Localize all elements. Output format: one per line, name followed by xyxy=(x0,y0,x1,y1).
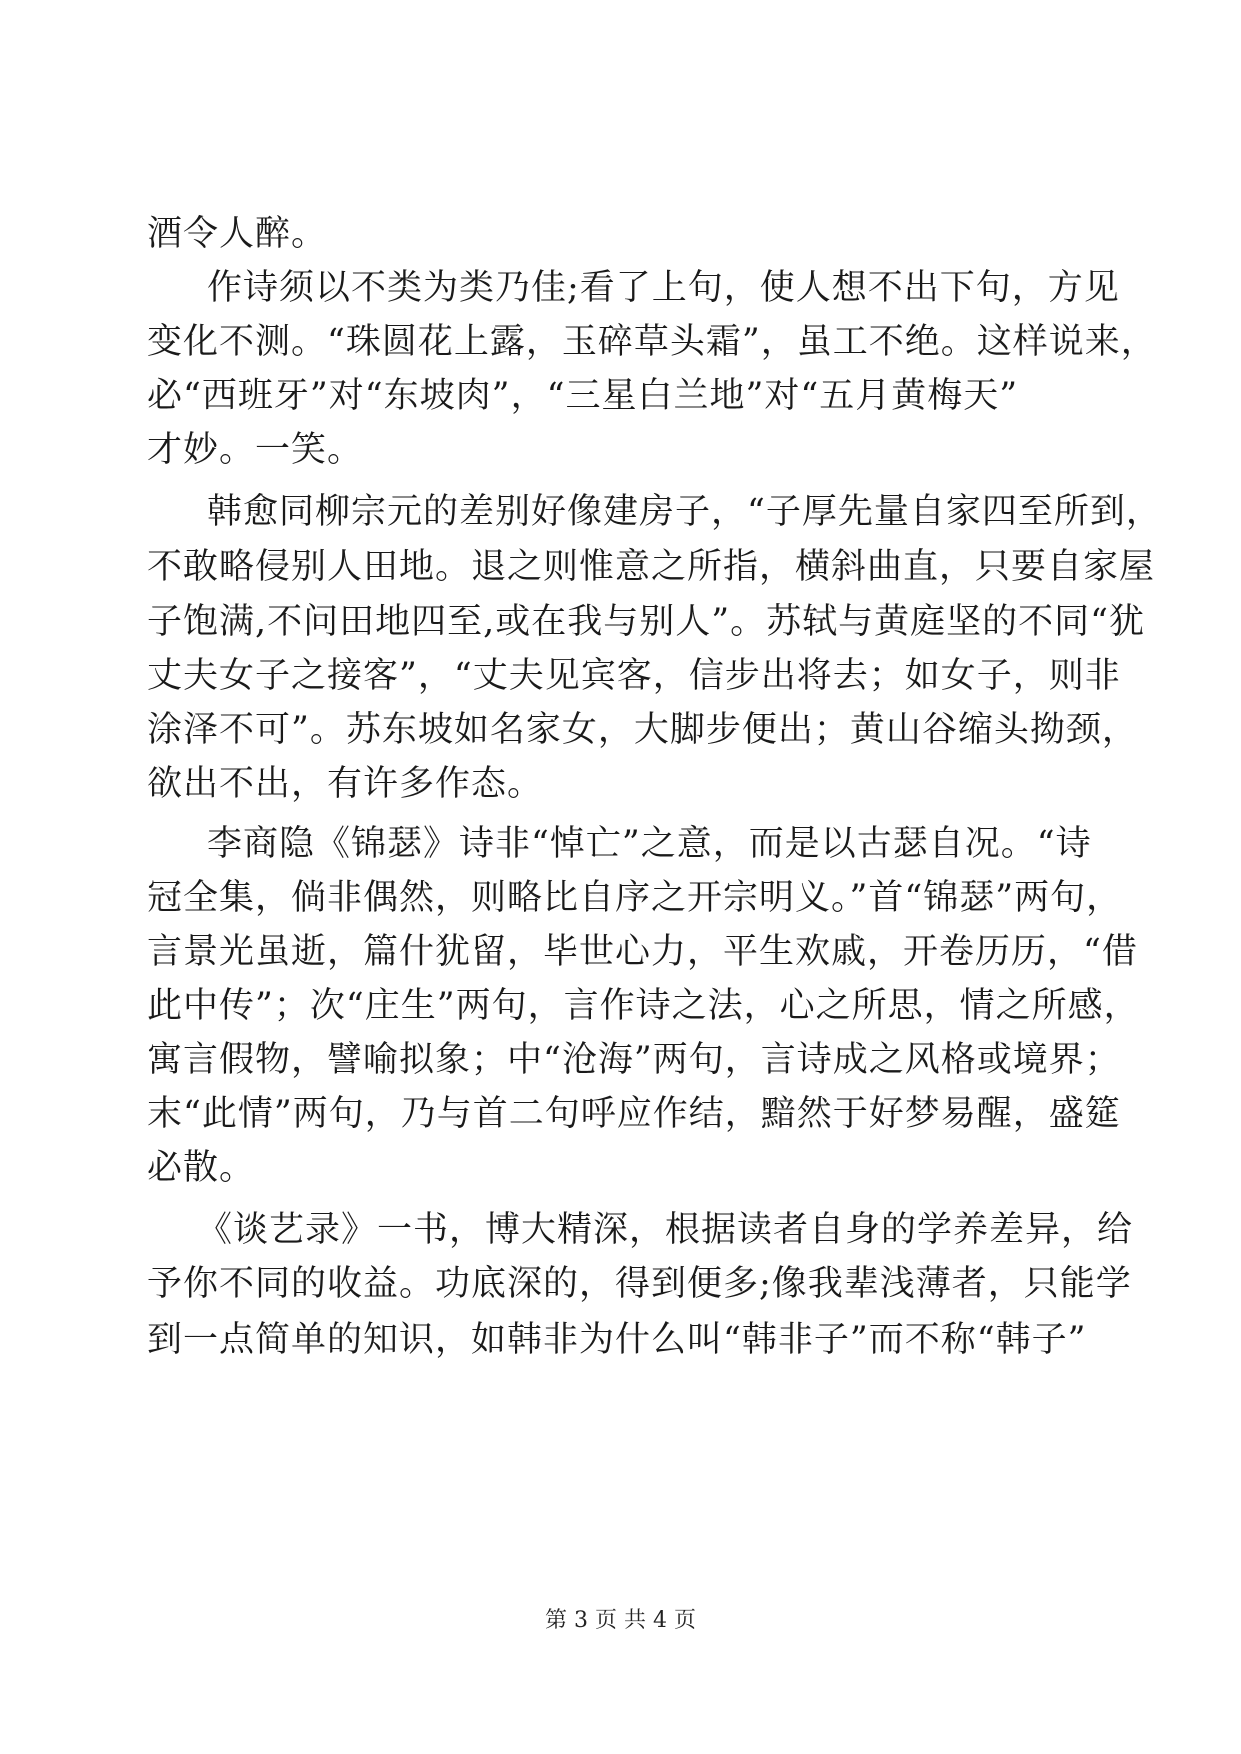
text-line-18: 必散。 xyxy=(147,1148,256,1188)
text-line-4: 必“西班牙”对“东坡肉”，“三星白兰地”对“五月黄梅天” xyxy=(147,376,1019,416)
text-line-21: 到一点简单的知识，如韩非为什么叫“韩非子”而不称“韩子” xyxy=(147,1320,1087,1360)
text-line-10: 涂泽不可”。苏东坡如名家女，大脚步便出；黄山谷缩头拗颈， xyxy=(147,710,1138,750)
text-line-17: 末“此情”两句，乃与首二句呼应作结，黯然于好梦易醒，盛筵 xyxy=(147,1094,1121,1134)
text-line-16: 寓言假物，譬喻拟象；中“沧海”两句，言诗成之风格或境界； xyxy=(147,1040,1121,1080)
page-number-footer: 第 3 页 共 4 页 xyxy=(545,1608,696,1633)
text-line-8: 子饱满,不问田地四至,或在我与别人”。苏轼与黄庭坚的不同“犹 xyxy=(147,602,1146,642)
text-line-7: 不敢略侵别人田地。退之则惟意之所指，横斜曲直，只要自家屋 xyxy=(147,547,1156,587)
text-line-14: 言景光虽逝，篇什犹留，毕世心力，平生欢戚，开卷历历，“借 xyxy=(147,932,1138,972)
paragraph-start-line: 李商隐《锦瑟》诗非“悼亡”之意，而是以古瑟自况。“诗 xyxy=(207,824,1092,864)
text-line-9: 丈夫女子之接客”，“丈夫见宾客，信步出将去；如女子，则非 xyxy=(147,656,1121,696)
text-line-20: 予你不同的收益。功底深的，得到便多;像我辈浅薄者，只能学 xyxy=(147,1264,1132,1304)
text-line-5: 才妙。一笑。 xyxy=(147,430,364,470)
paragraph-start-line: 韩愈同柳宗元的差别好像建房子，“子厚先量自家四至所到， xyxy=(207,492,1162,532)
text-line-13: 冠全集，倘非偶然，则略比自序之开宗明义。”首“锦瑟”两句， xyxy=(147,878,1123,918)
text-line-1: 酒令人醉。 xyxy=(147,214,328,254)
text-line-3: 变化不测。“珠圆花上露，玉碎草头霜”，虽工不绝。这样说来， xyxy=(147,322,1157,362)
paragraph-start-line: 《谈艺录》一书，博大精深，根据读者自身的学养差异，给 xyxy=(197,1210,1134,1250)
text-line-11: 欲出不出，有许多作态。 xyxy=(147,764,544,804)
text-line-15: 此中传”；次“庄生”两句，言作诗之法，心之所思，情之所感， xyxy=(147,986,1140,1026)
paragraph-start-line: 作诗须以不类为类乃佳;看了上句，使人想不出下句，方见 xyxy=(207,268,1120,308)
